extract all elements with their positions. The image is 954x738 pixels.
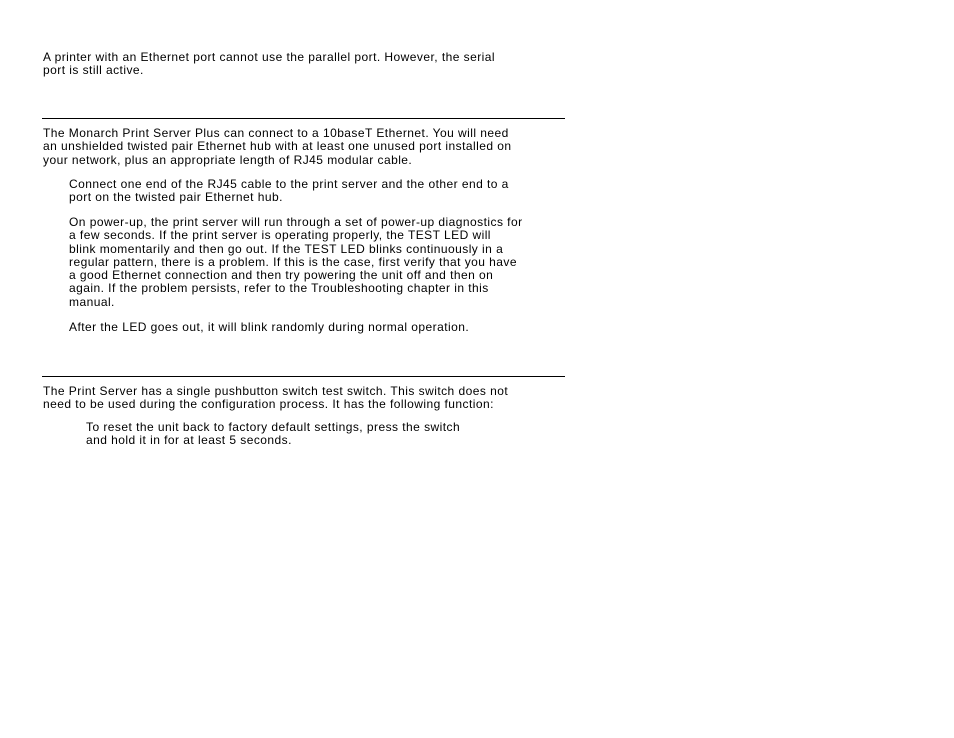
step-led-operation (69, 321, 469, 334)
text-line: and hold it in for at least 5 seconds. (86, 433, 292, 448)
text-line: The Monarch Print Server Plus can connect to a 10baseT Ethernet. You will need (43, 126, 509, 140)
text-line: After the LED goes out, it will blink randomly during normal operation. (69, 320, 470, 334)
intro-paragraph (43, 51, 495, 78)
switch-function-reset (86, 421, 460, 448)
text-line: regular pattern, there is a problem. If this is the case, first verify that you have (69, 254, 517, 269)
switch-intro-paragraph (43, 385, 508, 412)
text-line: A printer with an Ethernet port cannot use the parallel port. However, the serial (43, 50, 496, 64)
text-line: again. If the problem persists, refer to the Troubleshooting chapter in this (69, 281, 489, 296)
text-line: an unshielded twisted pair Ethernet hub with at least one unused port installed on (43, 139, 512, 154)
text-line: port on the twisted pair Ethernet hub. (69, 190, 283, 205)
text-line: a few seconds. If the print server is operating properly, the TEST LED will (69, 228, 491, 243)
ethernet-intro-paragraph (43, 127, 512, 167)
text-line: Connect one end of the RJ45 cable to the print server and the other end to a (69, 177, 509, 191)
text-line: The Print Server has a single pushbutton switch test switch. This switch does not (43, 384, 509, 398)
text-line: To reset the unit back to factory default settings, press the switch (86, 420, 461, 434)
section-divider (42, 118, 565, 119)
text-line: a good Ethernet connection and then try powering the unit off and then on (69, 268, 494, 283)
text-line: On power-up, the print server will run through a set of power-up diagnostics for (69, 215, 523, 229)
step-connect-cable (69, 178, 509, 205)
section-divider (42, 376, 565, 377)
text-line: need to be used during the configuration process. It has the following function: (43, 397, 494, 412)
text-line: your network, plus an appropriate length of RJ45 modular cable. (43, 152, 413, 167)
text-line: port is still active. (43, 63, 144, 78)
text-line: manual. (69, 294, 115, 309)
step-power-up (69, 216, 523, 309)
text-line: blink momentarily and then go out. If the TEST LED blinks continuously in a (69, 241, 504, 256)
